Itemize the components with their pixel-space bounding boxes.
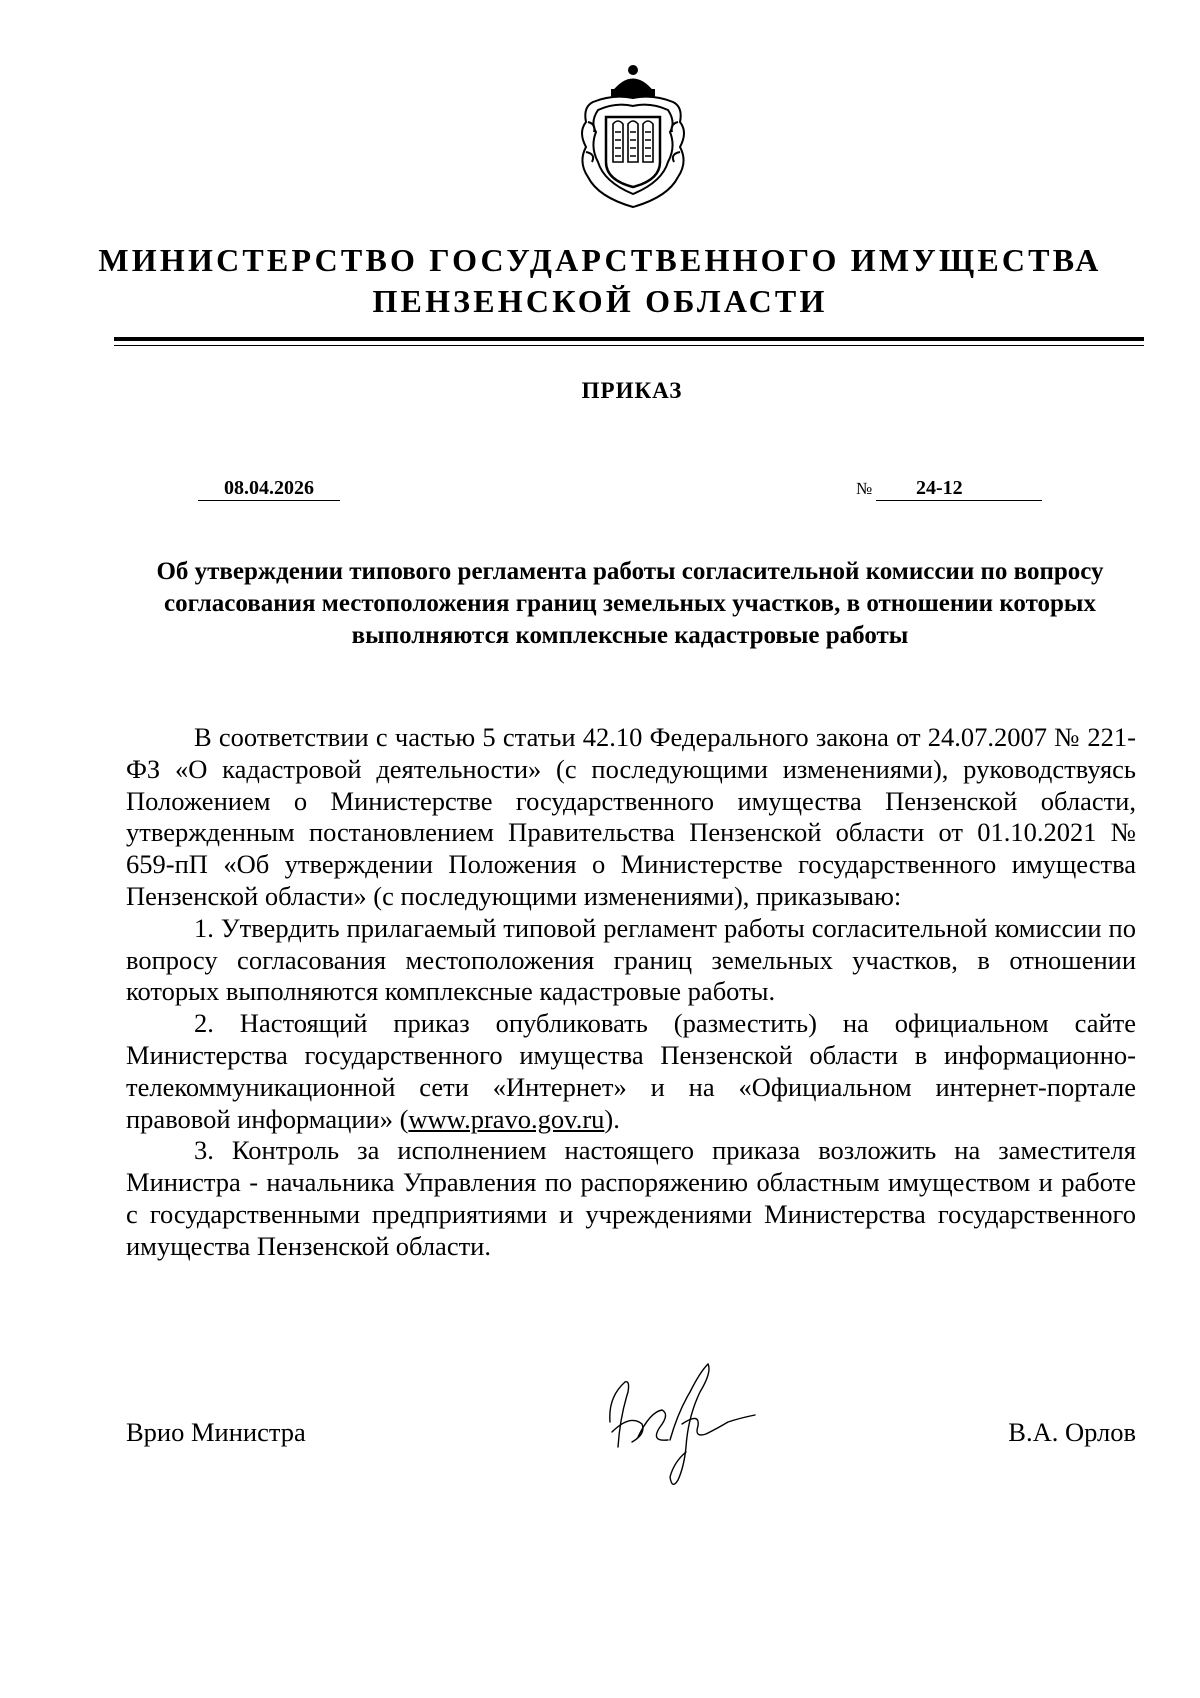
number-sign: № [856, 479, 873, 498]
document-type: ПРИКАЗ [581, 378, 683, 403]
pravo-link[interactable]: www.pravo.gov.ru [408, 1103, 605, 1134]
body-item-2-end: ). [604, 1103, 620, 1134]
body-item-2-text: 2. Настоящий приказ опубликовать (разместить) на официальном сайте Министерства государственного имущества Пензенской области в информационно-телекоммуникационной сети «Интернет» и на «Официальном интернет-портале правовой информации» ( [126, 1008, 1136, 1134]
document-date: 08.04.2026 [198, 476, 340, 501]
body-item-3: 3. Контроль за исполнением настоящего приказа возложить на заместителя Министра - начальника Управления по распоряжению областным имуществом и работе с государственными предприятиями и учреждениями Министерства государственного имущества Пензенской области. [126, 1135, 1136, 1261]
body-item-2 [126, 1008, 1136, 1135]
org-name-line2: ПЕНЗЕНСКОЙ ОБЛАСТИ [372, 283, 828, 319]
document-number [876, 476, 1042, 501]
coat-of-arms-icon [568, 62, 698, 212]
body-intro: В соответствии с частью 5 статьи 42.10 Федерального закона от 24.07.2007 № 221-ФЗ «О кадастровой деятельности» (с последующими изменениями), руководствуясь Положением о Министерстве государственного имущества Пензенской области, утвержденным постановлением Правительства Пензенской области от 01.10.2021 № 659-пП «Об утверждении Положения о Министерстве государственного имущества Пензенской области» (с последующими изменениями), приказываю: [126, 722, 1136, 911]
document-number-value: 24-12 [916, 477, 963, 499]
header-rule-thick [114, 337, 1144, 341]
signatory-position: Врио Министра [126, 1417, 306, 1447]
header-rule-thin [114, 345, 1144, 346]
org-name-line1: МИНИСТЕРСТВО ГОСУДАРСТВЕННОГО ИМУЩЕСТВА [98, 242, 1102, 278]
body-item-1: 1. Утвердить прилагаемый типовой регламент работы согласительной комиссии по вопросу согласования местоположения границ земельных участков, в отношении которых выполняются комплексные кадастровые работы. [126, 912, 1136, 1007]
handwritten-signature [590, 1352, 760, 1492]
signatory-name: В.А. Орлов [1008, 1417, 1136, 1447]
document-title: Об утверждении типового регламента работы согласительной комиссии по вопросу согласования местоположения границ земельных участков, в отношении которых выполняются комплексные кадастровые работы [156, 558, 1104, 649]
document-body [126, 722, 1136, 1263]
